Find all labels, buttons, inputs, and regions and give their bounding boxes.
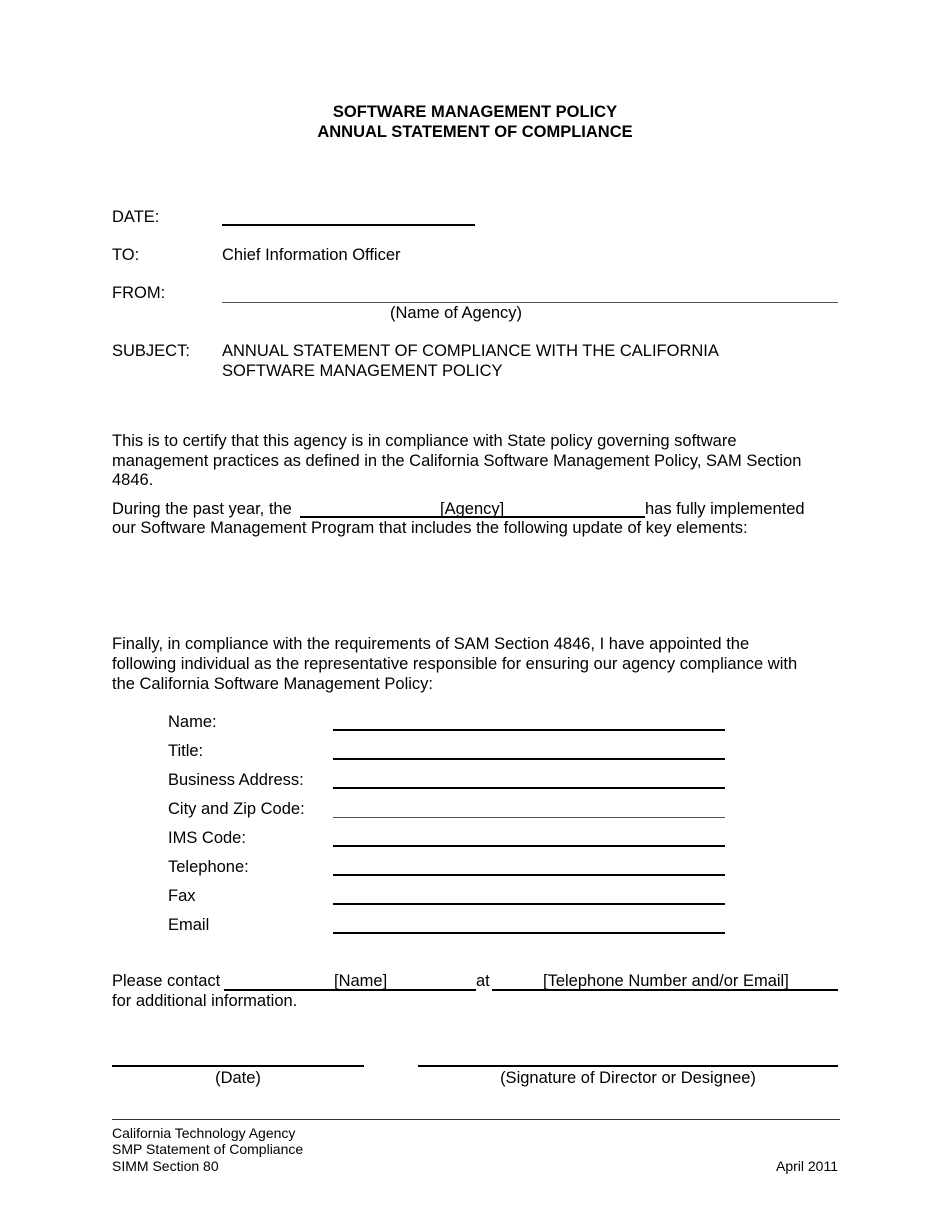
from-entry-line[interactable] (222, 302, 838, 303)
contact-line2: for additional information. (112, 992, 298, 1010)
rep-field-title-label: Title: (168, 742, 204, 760)
date-label: DATE: (112, 208, 160, 226)
signature-date-caption: (Date) (215, 1069, 261, 1087)
rep-field-title-line[interactable] (333, 758, 725, 760)
finally-line1: Finally, in compliance with the requirements of SAM Section 4846, I have appointed the (112, 635, 750, 653)
during-suffix: has fully implemented (645, 500, 805, 518)
certify-line3: 4846. (112, 471, 154, 489)
contact-prefix: Please contact (112, 972, 221, 990)
subject-line1: ANNUAL STATEMENT OF COMPLIANCE WITH THE CALIFORNIA (222, 342, 719, 360)
subject-line2: SOFTWARE MANAGEMENT POLICY (222, 362, 503, 380)
rep-field-ims-label: IMS Code: (168, 829, 246, 847)
footer-agency: California Technology Agency (112, 1125, 296, 1141)
rep-field-fax-line[interactable] (333, 903, 725, 905)
rep-field-name-line[interactable] (333, 729, 725, 731)
footer-document-name: SMP Statement of Compliance (112, 1141, 304, 1157)
rep-field-telephone-label: Telephone: (168, 858, 249, 876)
subject-label: SUBJECT: (112, 342, 190, 360)
rep-field-city-label: City and Zip Code: (168, 800, 305, 818)
from-caption: (Name of Agency) (390, 304, 523, 322)
rep-field-address-line[interactable] (333, 787, 725, 789)
finally-line2: following individual as the representative responsible for ensuring our agency compliance with (112, 655, 798, 673)
footer-divider (112, 1119, 840, 1120)
date-entry-line[interactable] (222, 224, 475, 226)
rep-field-telephone-line[interactable] (333, 874, 725, 876)
during-agency-placeholder: [Agency] (440, 500, 505, 518)
to-value: Chief Information Officer (222, 246, 401, 264)
rep-field-ims-line[interactable] (333, 845, 725, 847)
signature-caption: (Signature of Director or Designee) (500, 1069, 756, 1087)
signature-line[interactable] (418, 1065, 838, 1067)
rep-field-city-line[interactable] (333, 817, 725, 818)
to-label: TO: (112, 246, 140, 264)
rep-field-name-label: Name: (168, 713, 217, 731)
document-title-line2: ANNUAL STATEMENT OF COMPLIANCE (317, 123, 633, 141)
certify-line1: This is to certify that this agency is in compliance with State policy governing software (112, 432, 737, 450)
rep-field-email-line[interactable] (333, 932, 725, 934)
document-title-line1: SOFTWARE MANAGEMENT POLICY (332, 103, 618, 121)
rep-field-fax-label: Fax (168, 887, 196, 905)
contact-name-placeholder: [Name] (334, 972, 388, 990)
during-line2: our Software Management Program that includes the following update of key elements: (112, 519, 748, 537)
contact-at: at (476, 972, 490, 990)
from-label: FROM: (112, 284, 166, 302)
footer-section: SIMM Section 80 (112, 1158, 219, 1174)
footer-date: April 2011 (775, 1158, 838, 1174)
during-prefix: During the past year, the (112, 500, 292, 518)
certify-line2: management practices as defined in the California Software Management Policy, SAM Section (112, 452, 802, 470)
rep-field-address-label: Business Address: (168, 771, 304, 789)
finally-line3: the California Software Management Policy: (112, 675, 433, 693)
signature-date-line[interactable] (112, 1065, 364, 1067)
rep-field-email-label: Email (168, 916, 210, 934)
contact-phone-placeholder: [Telephone Number and/or Email] (543, 972, 789, 990)
